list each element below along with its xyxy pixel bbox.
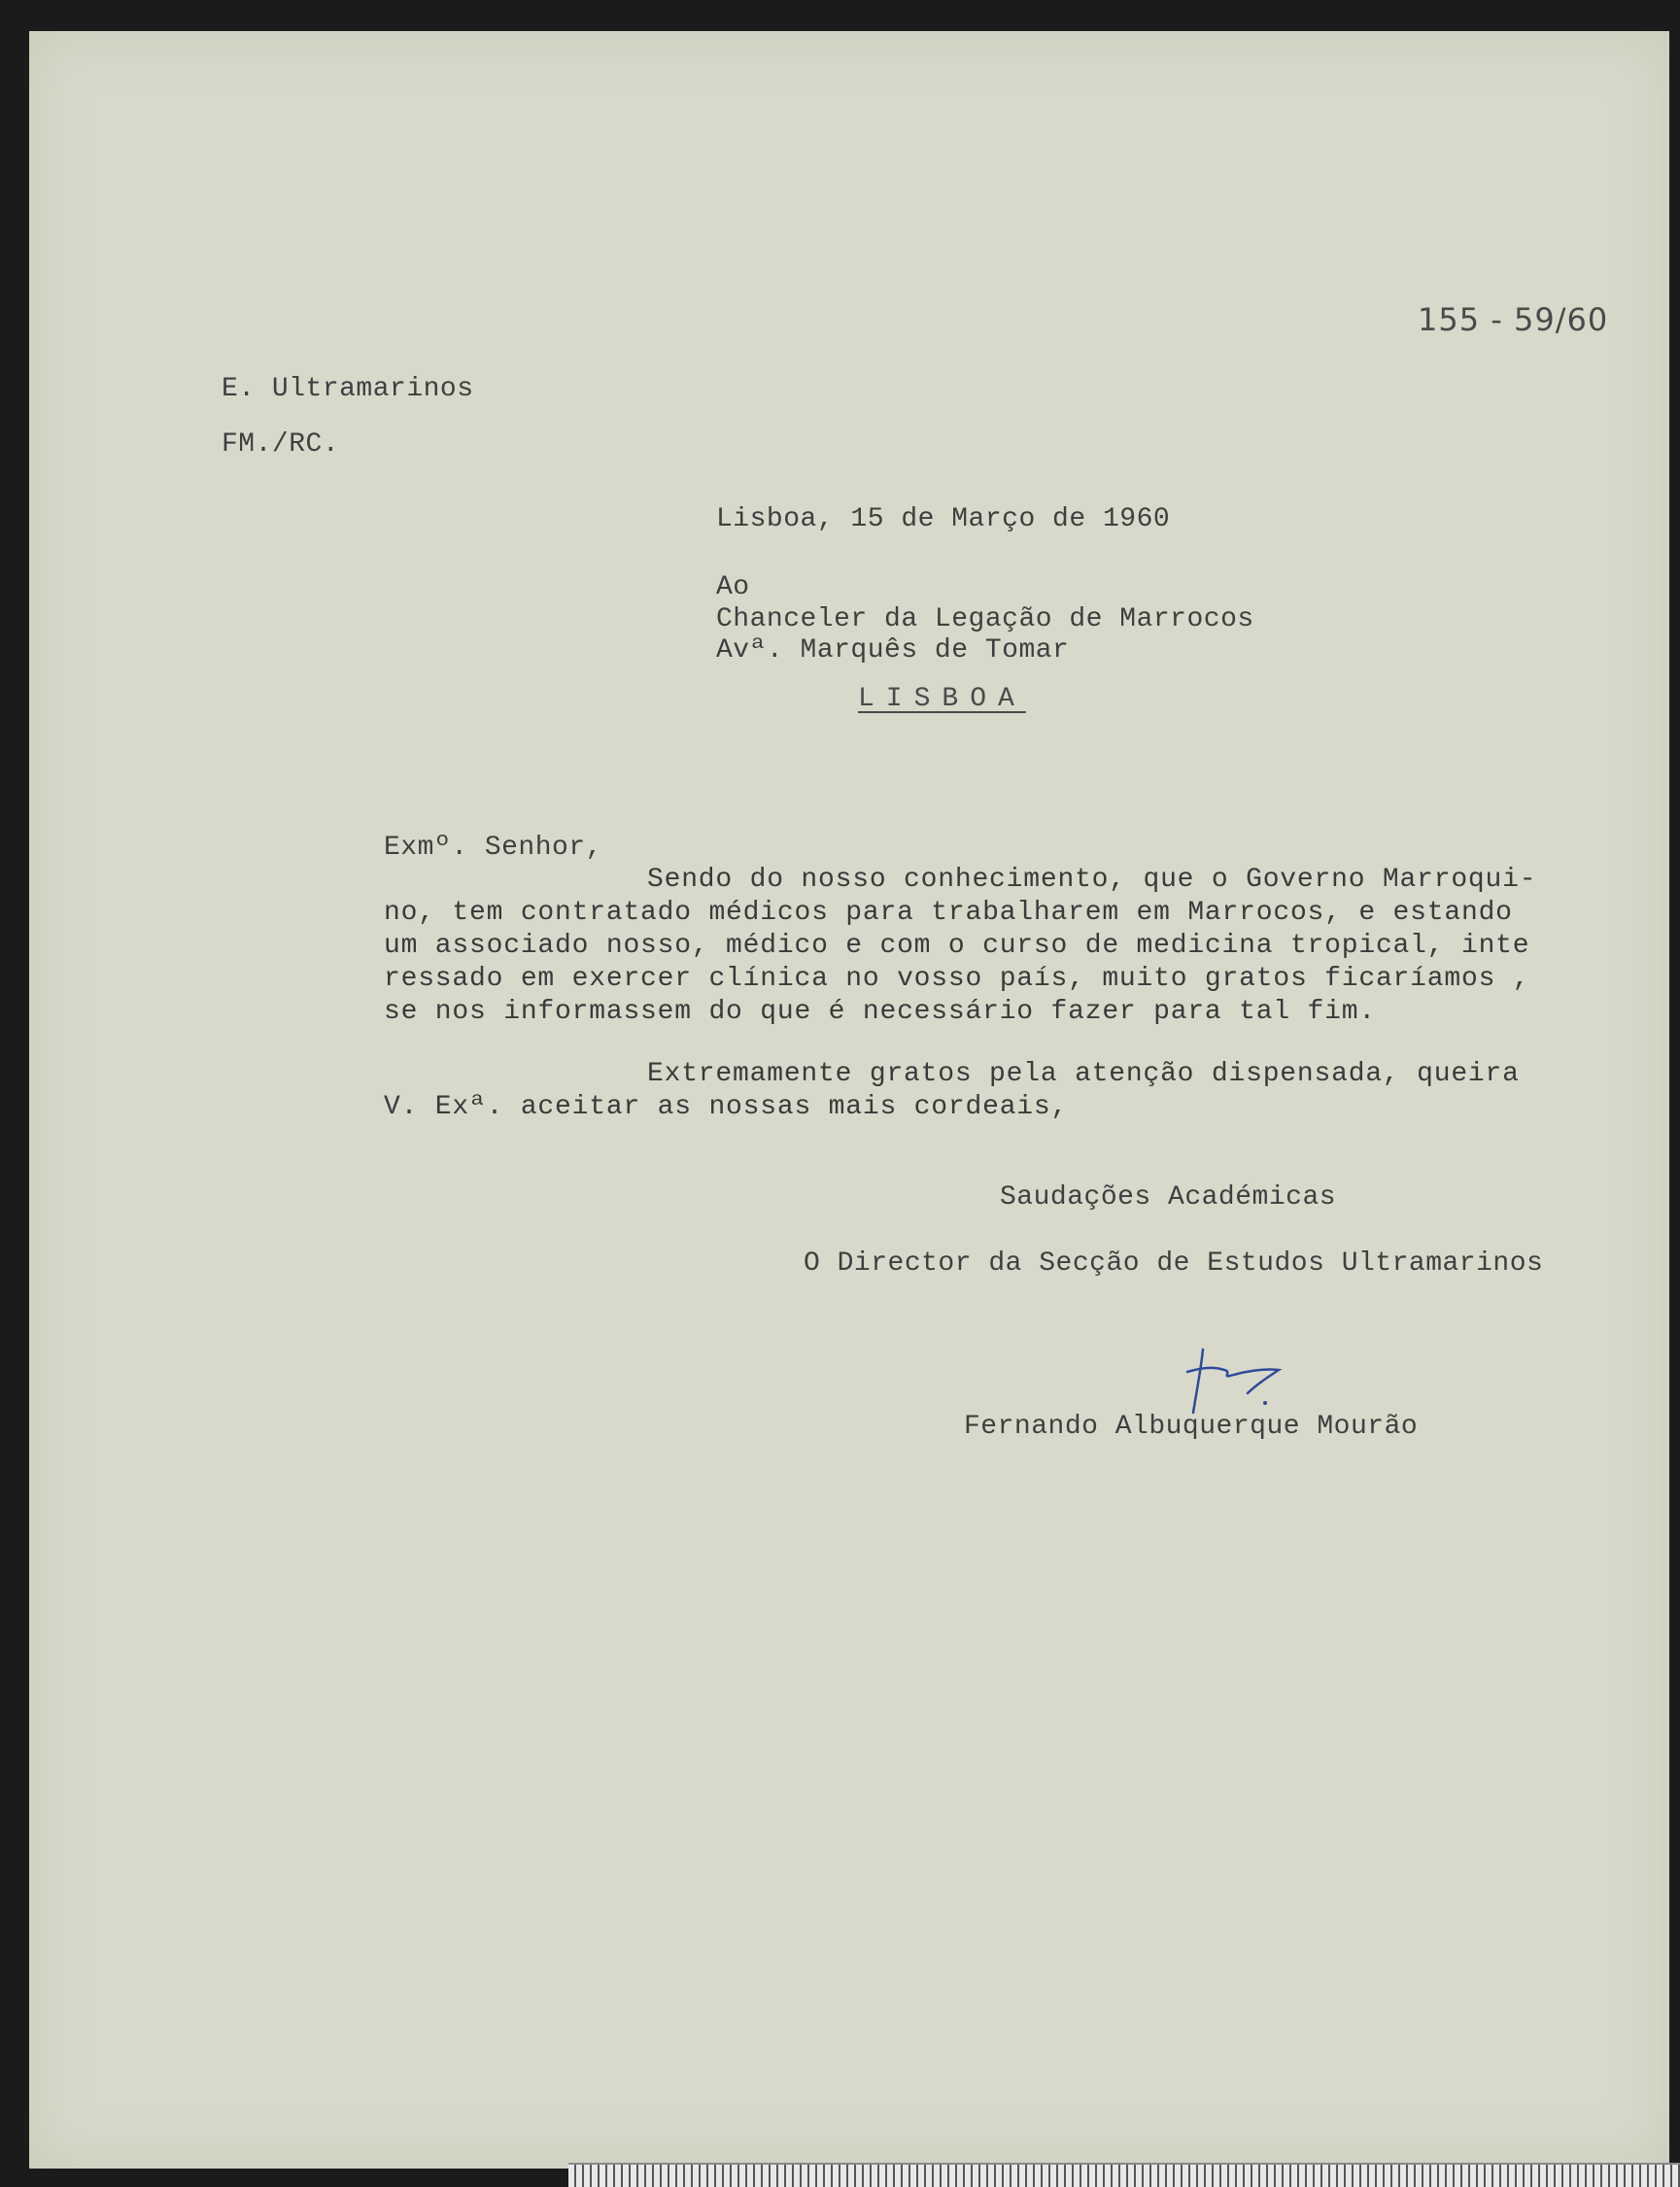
body-line: Sendo do nosso conhecimento, que o Governo Marroqui- <box>647 865 1537 895</box>
body-line: no, tem contratado médicos para trabalharem em Marrocos, e estando <box>384 898 1513 928</box>
recipient-city: LISBOA <box>858 684 1026 714</box>
reference-number: 155 - 59/60 <box>1418 301 1609 338</box>
recipient-to: Ao <box>716 572 750 602</box>
closing-name: Fernando Albuquerque Mourão <box>964 1412 1419 1442</box>
body-line: V. Exª. aceitar as nossas mais cordeais, <box>384 1092 1069 1122</box>
greeting: Exmº. Senhor, <box>384 833 602 863</box>
sender-initials: FM./RC. <box>222 429 340 460</box>
body-line: ressado em exercer clínica no vosso país, muito gratos ficaríamos , <box>384 964 1530 994</box>
body-line: Extremamente gratos pela atenção dispensada, queira <box>647 1059 1520 1089</box>
body-line: um associado nosso, médico e com o curso de medicina tropical, inte <box>384 931 1530 961</box>
closing-salutation: Saudações Académicas <box>1000 1182 1337 1213</box>
body-line: se nos informassem do que é necessário fazer para tal fim. <box>384 997 1376 1027</box>
recipient-name: Chanceler da Legação de Marrocos <box>716 604 1254 634</box>
scale-ruler <box>568 2163 1680 2187</box>
closing-title: O Director da Secção de Estudos Ultramarinos <box>804 1248 1544 1279</box>
letter-sheet <box>29 31 1669 2169</box>
sender-department: E. Ultramarinos <box>222 374 474 404</box>
date-line: Lisboa, 15 de Março de 1960 <box>716 504 1171 534</box>
recipient-address: Avª. Marquês de Tomar <box>716 635 1070 666</box>
